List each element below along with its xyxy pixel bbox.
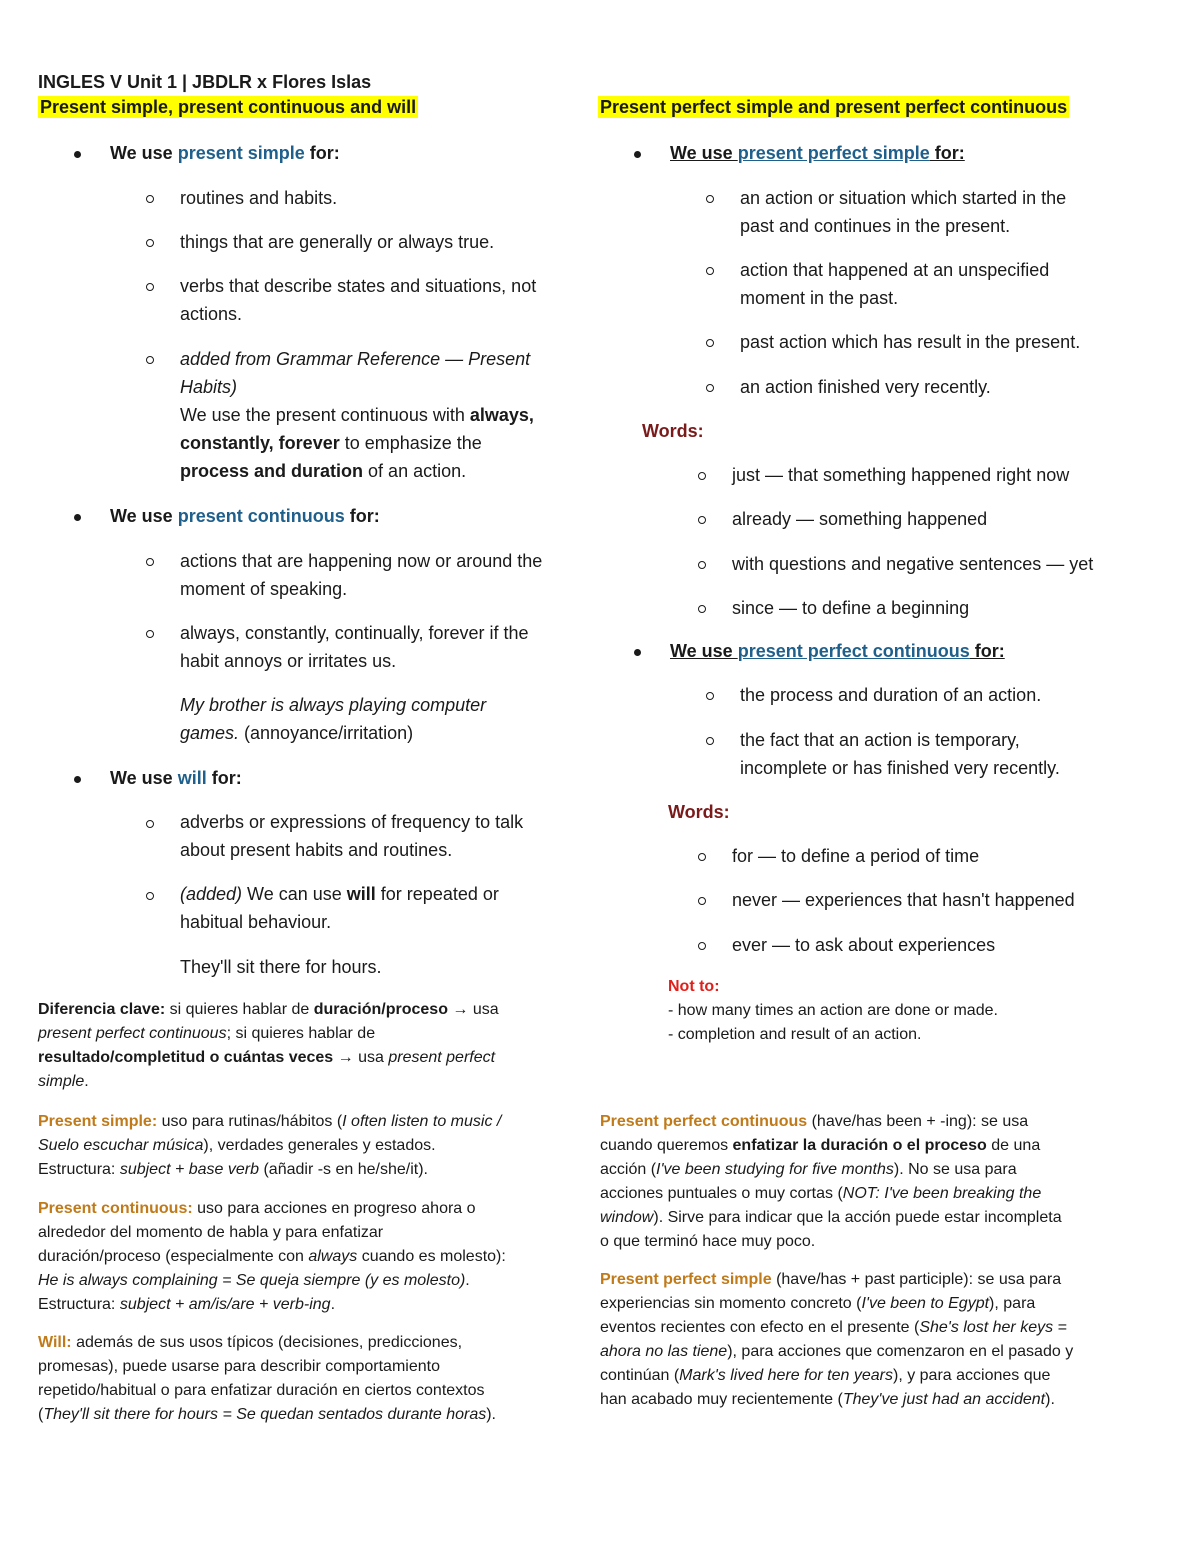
sub-bullet [146,630,154,638]
ps-added-note: added from Grammar Reference — Present Habits) We use the present continuous with always, constantly, forever to emphasize the process and duration of an action. [180,349,534,481]
pc-item: always, constantly, continually, forever if the habit annoys or irritates us. [180,623,529,671]
sub-bullet [706,692,714,700]
word-item: with questions and negative sentences — yet [732,554,1094,574]
sub-bullet [706,737,714,745]
summary-present-continuous: Present continuous: uso para acciones en progreso ahora o alrededor del momento de habla y para enfatizar duración/proceso (especialmente con always cuando es molesto): He is always complaining = Se queja siempre (y es molesto). Estructura: subject + am/is/are + verb-ing. [38,1200,506,1313]
sub-bullet [146,283,154,291]
words-label: Words: [642,421,704,441]
sub-bullet [146,195,154,203]
ppc-item: the process and duration of an action. [740,685,1042,705]
bullet-dot [634,151,641,158]
pc-heading: We use present continuous for: [110,506,380,526]
word-item: ever — to ask about experiences [732,935,996,955]
ps-item: verbs that describe states and situations, not [180,276,537,296]
pps-item: an action or situation which started in the past and continues in the present. [740,188,1067,236]
word-item: for — to define a period of time [732,846,980,866]
ps-heading: We use present simple for: [110,143,340,163]
document-title: INGLES V Unit 1 | JBDLR x Flores Islas [38,72,372,92]
summary-will: Will: además de sus usos típicos (decisiones, predicciones, promesas), puede usarse para describir comportamiento repetido/habitual o para enfatizar duración en ciertos contextos (They'll sit there for hours = Se quedan sentados durante horas). [38,1334,496,1423]
ps-item: actions. [180,304,243,324]
ps-item: things that are generally or always true. [180,232,495,252]
pc-example: My brother is always playing computer games. (annoyance/irritation) [180,695,487,743]
pps-item: an action finished very recently. [740,377,991,397]
sub-bullet [698,897,706,905]
bullet-dot [74,776,81,783]
pps-heading: We use present perfect simple for: [670,143,965,163]
bullet-dot [74,151,81,158]
sub-bullet [146,558,154,566]
word-item: never — experiences that hasn't happened [732,890,1075,910]
right-heading: Present perfect simple and present perfect continuous [600,97,1068,117]
sub-bullet [706,339,714,347]
bullet-dot [74,514,81,521]
not-to-block: Not to: - how many times an action are done or made. - completion and result of an action. [668,978,998,1043]
sub-bullet [706,267,714,275]
sub-bullet [146,892,154,900]
summary-present-simple: Present simple: uso para rutinas/hábitos (I often listen to music / Suelo escuchar música), verdades generales y estados. Estructura: subject + base verb (añadir -s en he/she/it). [38,1113,502,1178]
sub-bullet [698,561,706,569]
ppc-item: the fact that an action is temporary, incomplete or has finished very recently. [740,730,1060,778]
will-example: They'll sit there for hours. [180,957,382,977]
word-item: since — to define a beginning [732,598,970,618]
left-heading: Present simple, present continuous and will [40,97,417,117]
sub-bullet [706,195,714,203]
sub-bullet [146,356,154,364]
pc-item: actions that are happening now or around the moment of speaking. [180,551,543,599]
ps-item: routines and habits. [180,188,338,208]
word-item: just — that something happened right now [732,465,1070,485]
sub-bullet [698,853,706,861]
sub-bullet [698,516,706,524]
sub-bullet [698,472,706,480]
sub-bullet [698,605,706,613]
ppc-heading: We use present perfect continuous for: [670,641,1005,661]
sub-bullet [706,384,714,392]
sub-bullet [146,820,154,828]
pps-item: action that happened at an unspecified moment in the past. [740,260,1050,308]
words-label: Words: [668,802,730,822]
will-item: adverbs or expressions of frequency to talk about present habits and routines. [180,812,524,860]
word-item: already — something happened [732,509,988,529]
summary-ppc: Present perfect continuous (have/has been + -ing): se usa cuando queremos enfatizar la duración o el proceso de una acción (I've been studying for five months). No se usa para acciones puntuales o muy cortas (NOT: I've been breaking the window). Sirve para indicar que la acción puede estar incompleta o que terminó hace muy poco. [600,1113,1062,1250]
will-heading: We use will for: [110,768,242,788]
will-item: (added) We can use will for repeated or habitual behaviour. [180,884,499,932]
bullet-dot [634,649,641,656]
pps-item: past action which has result in the present. [740,332,1081,352]
diferencia-clave: Diferencia clave: si quieres hablar de duración/proceso → usa present perfect continuous; si quieres hablar de resultado/completitud o cuántas veces → usa present perfect simple. [38,1001,499,1090]
sub-bullet [146,239,154,247]
summary-pps: Present perfect simple (have/has + past participle): se usa para experiencias sin momento concreto (I've been to Egypt), para eventos recientes con efecto en el presente (She's lost her keys = ahora no las tiene), para acciones que comenzaron en el pasado y continúan (Mark's lived here for ten years), y para acciones que han acabado muy recientemente (They've just had an accident). [600,1271,1074,1408]
sub-bullet [698,942,706,950]
